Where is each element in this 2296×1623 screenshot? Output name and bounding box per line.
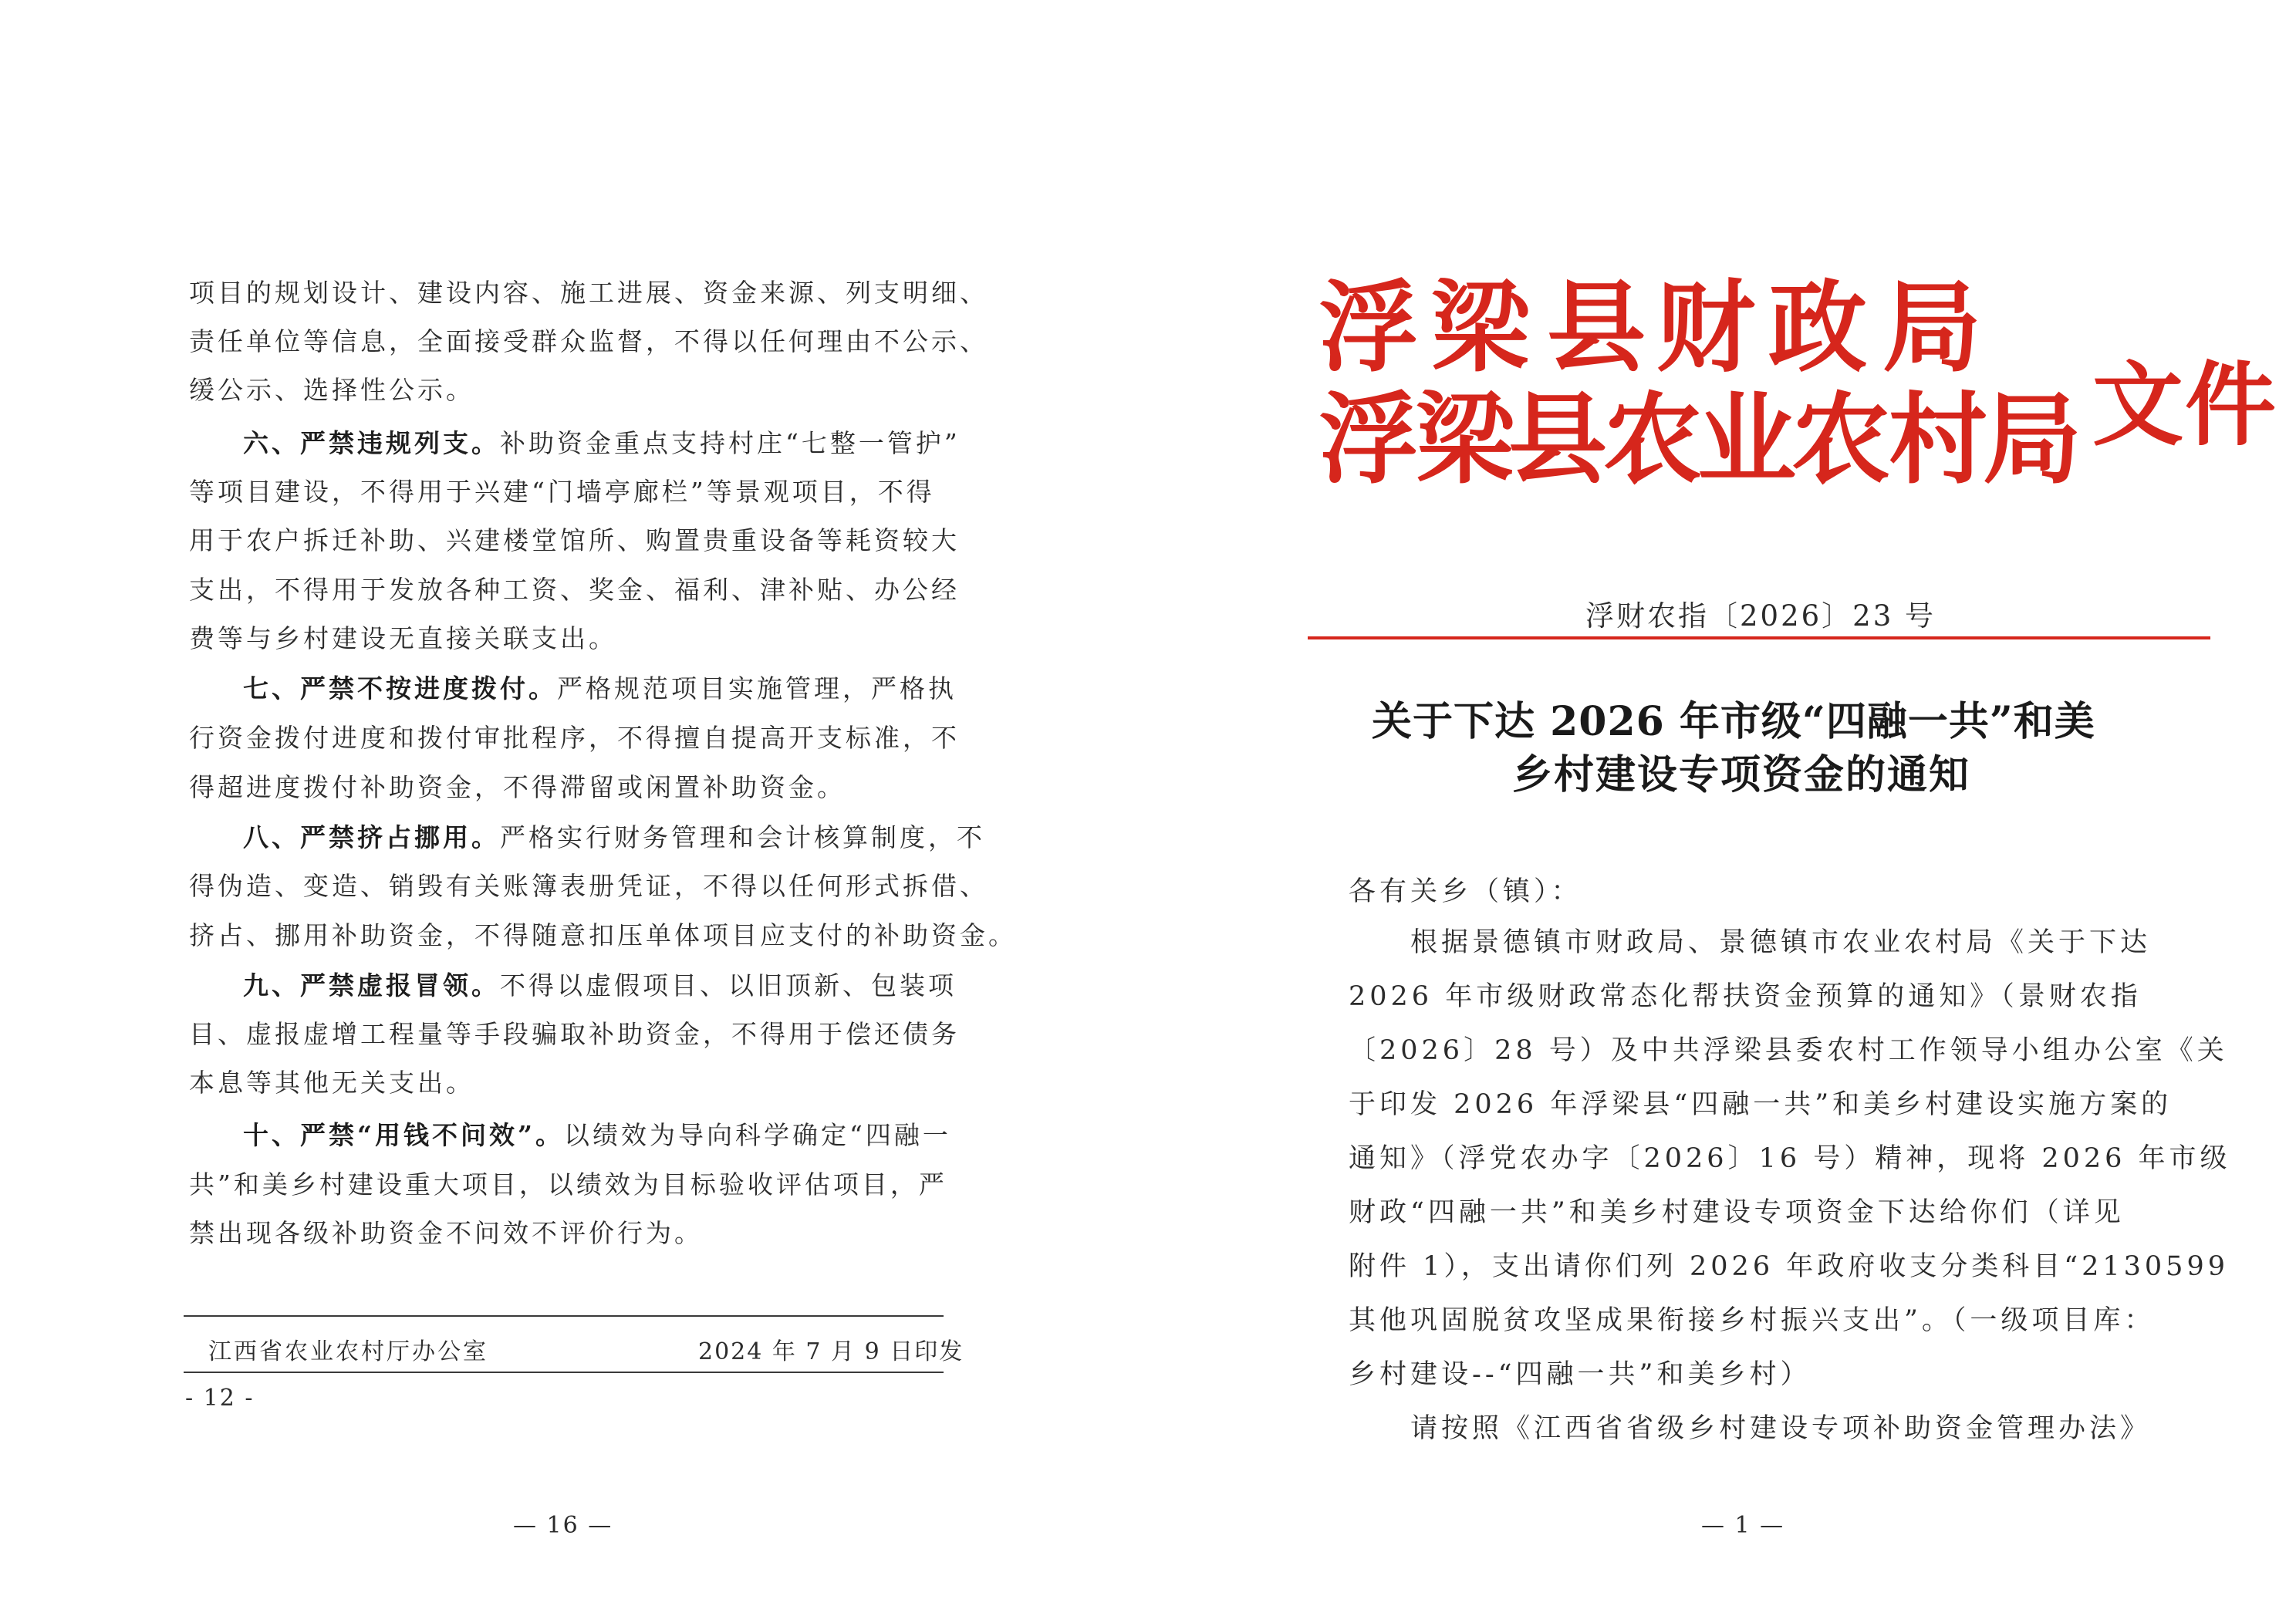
left-page-number: — 16 —: [513, 1512, 613, 1539]
clause-heading: 九、严禁虚报冒领。: [243, 970, 500, 1000]
left-body-line: [189, 871, 988, 902]
left-body-line: [189, 477, 935, 508]
header-character: 县: [1547, 270, 1648, 386]
header-character: 村: [1889, 382, 1990, 498]
left-body-line: [243, 970, 957, 1001]
clause-text: 严格规范项目实施管理，严格执: [557, 673, 957, 704]
header-character: 业: [1697, 382, 1798, 498]
clause-text: 补助资金重点支持村庄“七整一管护”: [500, 428, 961, 458]
left-body-line: [189, 723, 960, 754]
right-page-number: — 1 —: [1701, 1512, 1785, 1539]
right-body-line: 请按照《江西省省级乡村建设专项补助资金管理办法》: [1410, 1413, 2152, 1444]
right-body-line: 〔2026〕28 号）及中共浮梁县委农村工作领导小组办公室《关: [1349, 1035, 2228, 1066]
left-body-line: [189, 623, 617, 654]
clause-heading: 八、严禁挤占挪用。: [243, 822, 500, 852]
header-suffix-wenjian: 文件: [2092, 351, 2278, 458]
salutation: 各有关乡（镇）：: [1349, 876, 1582, 907]
left-body-line: [243, 428, 961, 459]
header-character: 财: [1656, 270, 1757, 386]
left-body-line: [189, 1169, 947, 1200]
clause-text: 得伪造、变造、销毁有关账簿表册凭证，不得以任何形式拆借、: [189, 871, 988, 901]
left-body-line: [189, 772, 846, 803]
left-body-line: [189, 278, 988, 309]
clause-text: 共”和美乡村建设重大项目，以绩效为目标验收评估项目，严: [189, 1169, 947, 1200]
clause-text: 项目的规划设计、建设内容、施工进展、资金来源、列支明细、: [189, 278, 988, 308]
header-character: 农: [1791, 382, 1893, 498]
header-character: 农: [1603, 382, 1704, 498]
clause-text: 本息等其他无关支出。: [189, 1068, 474, 1098]
left-body-line: [189, 1019, 960, 1050]
right-body-line: 通知》（浮党农办字〔2026〕16 号）精神，现将 2026 年市级: [1349, 1143, 2231, 1174]
left-body-line: [243, 673, 957, 704]
clause-text: 缓公示、选择性公示。: [189, 375, 474, 405]
footer-issuer: 江西省农业农村厅办公室: [208, 1338, 488, 1365]
left-body-line: [189, 326, 988, 357]
right-body-line: 乡村建设--“四融一共”和美乡村）: [1349, 1359, 1811, 1390]
clause-text: 支出，不得用于发放各种工资、奖金、福利、津补贴、办公经: [189, 575, 960, 605]
clause-text: 以绩效为导向科学确定“四融一: [563, 1120, 951, 1150]
header-character: 梁: [1431, 270, 1532, 386]
clause-text: 挤占、挪用补助资金，不得随意扣压单体项目应支付的补助资金。: [189, 920, 1017, 950]
footer-print-date: 2024 年 7 月 9 日印发: [698, 1338, 964, 1365]
right-body-line: 附件 1），支出请你们列 2026 年政府收支分类科目“2130599: [1349, 1251, 2229, 1282]
inner-page-number: - 12 -: [185, 1385, 255, 1412]
header-character: 局: [1882, 270, 1984, 386]
left-body-line: [243, 1120, 951, 1151]
right-body-line: 2026 年市级财政常态化帮扶资金预算的通知》（景财农指: [1349, 981, 2142, 1012]
clause-text: 得超进度拨付补助资金，不得滞留或闲置补助资金。: [189, 772, 846, 802]
right-body-line: 根据景德镇市财政局、景德镇市农业农村局《关于下达: [1410, 927, 2152, 958]
clause-text: 严格实行财务管理和会计核算制度，不: [500, 822, 985, 852]
clause-text: 禁出现各级补助资金不问效不评价行为。: [189, 1218, 703, 1248]
header-character: 浮: [1319, 270, 1420, 386]
right-body-line: 其他巩固脱贫攻坚成果衔接乡村振兴支出”。（一级项目库：: [1349, 1305, 2156, 1336]
header-character: 政: [1768, 270, 1869, 386]
left-body-line: [189, 575, 960, 606]
left-body-line: [189, 375, 474, 406]
header-character: 县: [1508, 382, 1609, 498]
clause-text: 费等与乡村建设无直接关联支出。: [189, 623, 617, 653]
notice-title-line-1: 关于下达 2026 年市级“四融一共”和美: [1372, 698, 2095, 745]
right-body-line: 财政“四融一共”和美乡村建设专项资金下达给你们（详见: [1349, 1197, 2125, 1228]
notice-title-line-2: 乡村建设专项资金的通知: [1512, 751, 1971, 798]
clause-text: 等项目建设，不得用于兴建“门墙亭廊栏”等景观项目，不得: [189, 477, 935, 507]
red-divider-rule: [1308, 636, 2210, 639]
clause-text: 目、虚报虚增工程量等手段骗取补助资金，不得用于偿还债务: [189, 1019, 960, 1049]
header-character: 局: [1983, 382, 2084, 498]
clause-text: 不得以虚假项目、以旧顶新、包装项: [500, 970, 957, 1000]
clause-text: 责任单位等信息，全面接受群众监督，不得以任何理由不公示、: [189, 326, 988, 356]
left-body-line: [189, 1218, 703, 1249]
clause-heading: 十、严禁“用钱不问效”。: [243, 1120, 564, 1150]
clause-text: 用于农户拆迁补助、兴建楼堂馆所、购置贵重设备等耗资较大: [189, 525, 960, 555]
left-footer-rule-bottom: [184, 1372, 944, 1373]
left-body-line: [189, 1068, 474, 1098]
header-character: 梁: [1416, 382, 1517, 498]
header-character: 浮: [1319, 382, 1420, 498]
right-body-line: 于印发 2026 年浮梁县“四融一共”和美乡村建设实施方案的: [1349, 1089, 2173, 1120]
left-body-line: [189, 525, 960, 556]
clause-text: 行资金拨付进度和拨付审批程序，不得擅自提高开支标准，不: [189, 723, 960, 753]
document-number: 浮财农指〔2026〕23 号: [1585, 599, 1936, 633]
clause-heading: 六、严禁违规列支。: [243, 428, 500, 458]
left-footer-rule-top: [184, 1315, 944, 1317]
clause-heading: 七、严禁不按进度拨付。: [243, 673, 557, 704]
left-body-line: [243, 822, 985, 853]
left-body-line: [189, 920, 1017, 951]
